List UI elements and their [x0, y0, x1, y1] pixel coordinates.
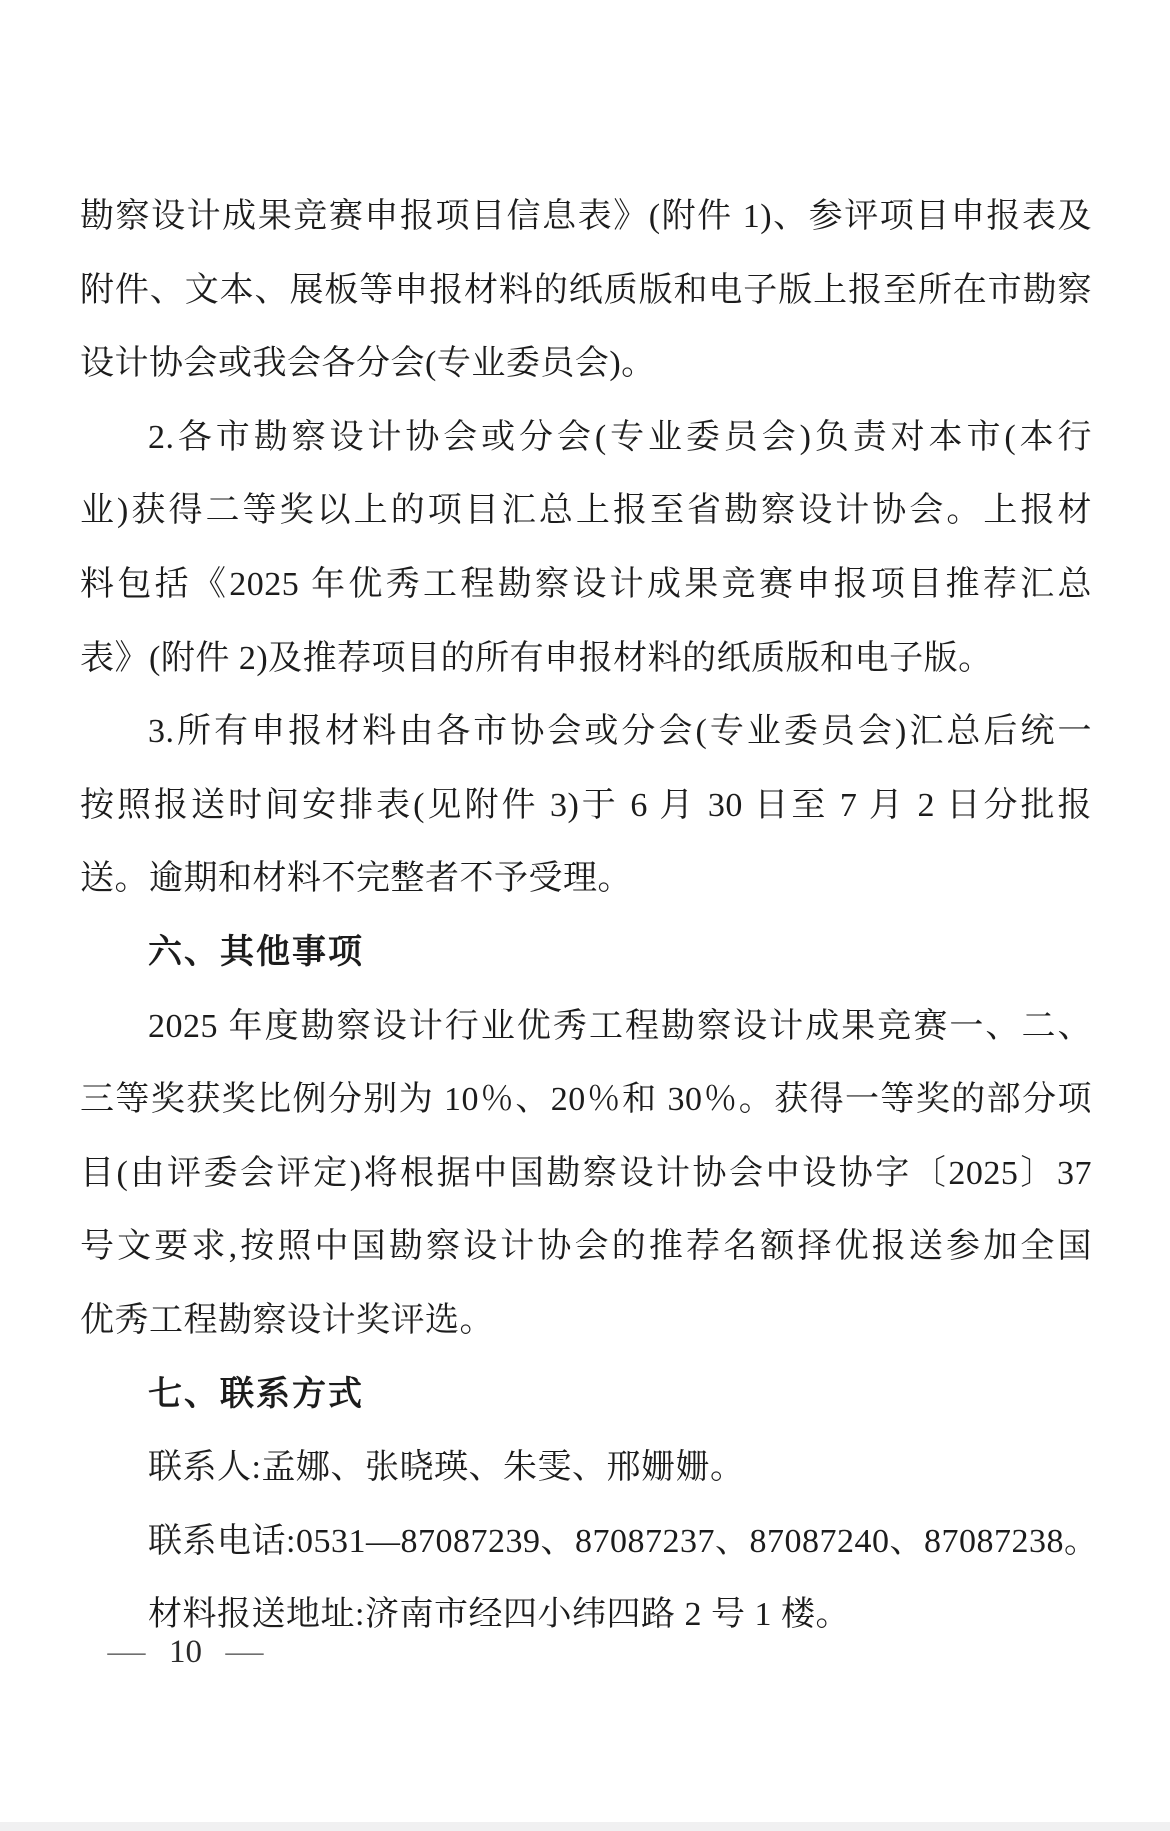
footer-dash-right: — [225, 1634, 264, 1670]
doc-line: 按照报送时间安排表(见附件 3)于 6 月 30 日至 7 月 2 日分批报 [80, 786, 1092, 824]
doc-line: 勘察设计成果竞赛申报项目信息表》(附件 1)、参评项目申报表及 [80, 198, 1092, 235]
doc-line: 送。逾期和材料不完整者不予受理。 [80, 860, 632, 898]
doc-line: 目(由评委会评定)将根据中国勘察设计协会中设协字〔2025〕37 [80, 1154, 1092, 1192]
doc-line-contact-names: 联系人:孟娜、张晓瑛、朱雯、邢姗姗。 [148, 1449, 745, 1487]
doc-line: 附件、文本、展板等申报材料的纸质版和电子版上报至所在市勘察 [80, 271, 1092, 309]
doc-line: 业)获得二等奖以上的项目汇总上报至省勘察设计协会。上报材 [80, 492, 1092, 530]
footer-dash-left: — [107, 1634, 146, 1670]
page-number: 10 [169, 1634, 202, 1670]
doc-line-contact-phones: 联系电话:0531—87087239、87087237、87087240、87087238。 [148, 1522, 1099, 1560]
doc-line: 料包括《2025 年优秀工程勘察设计成果竞赛申报项目推荐汇总 [80, 565, 1092, 603]
doc-line: 三等奖获奖比例分别为 10％、20％和 30％。获得一等奖的部分项 [80, 1081, 1092, 1119]
page-footer [108, 1634, 263, 1671]
section-heading-other: 六、其他事项 [148, 932, 364, 971]
doc-line: 优秀工程勘察设计奖评选。 [80, 1301, 494, 1339]
doc-line-paragraph-3: 3.所有申报材料由各市协会或分会(专业委员会)汇总后统一 [148, 713, 1092, 751]
doc-line: 设计协会或我会各分会(专业委员会)。 [80, 345, 656, 383]
doc-line-paragraph-2: 2.各市勘察设计协会或分会(专业委员会)负责对本市(本行 [148, 418, 1092, 456]
doc-line: 2025 年度勘察设计行业优秀工程勘察设计成果竞赛一、二、 [148, 1007, 1092, 1045]
section-heading-contact: 七、联系方式 [148, 1374, 364, 1413]
doc-line: 表》(附件 2)及推荐项目的所有申报材料的纸质版和电子版。 [80, 639, 993, 677]
page-bottom-edge [0, 1822, 1170, 1831]
document-body [80, 180, 1099, 1652]
doc-line: 号文要求,按照中国勘察设计协会的推荐名额择优报送参加全国 [80, 1228, 1092, 1266]
doc-line-address: 材料报送地址:济南市经四小纬四路 2 号 1 楼。 [148, 1596, 850, 1634]
